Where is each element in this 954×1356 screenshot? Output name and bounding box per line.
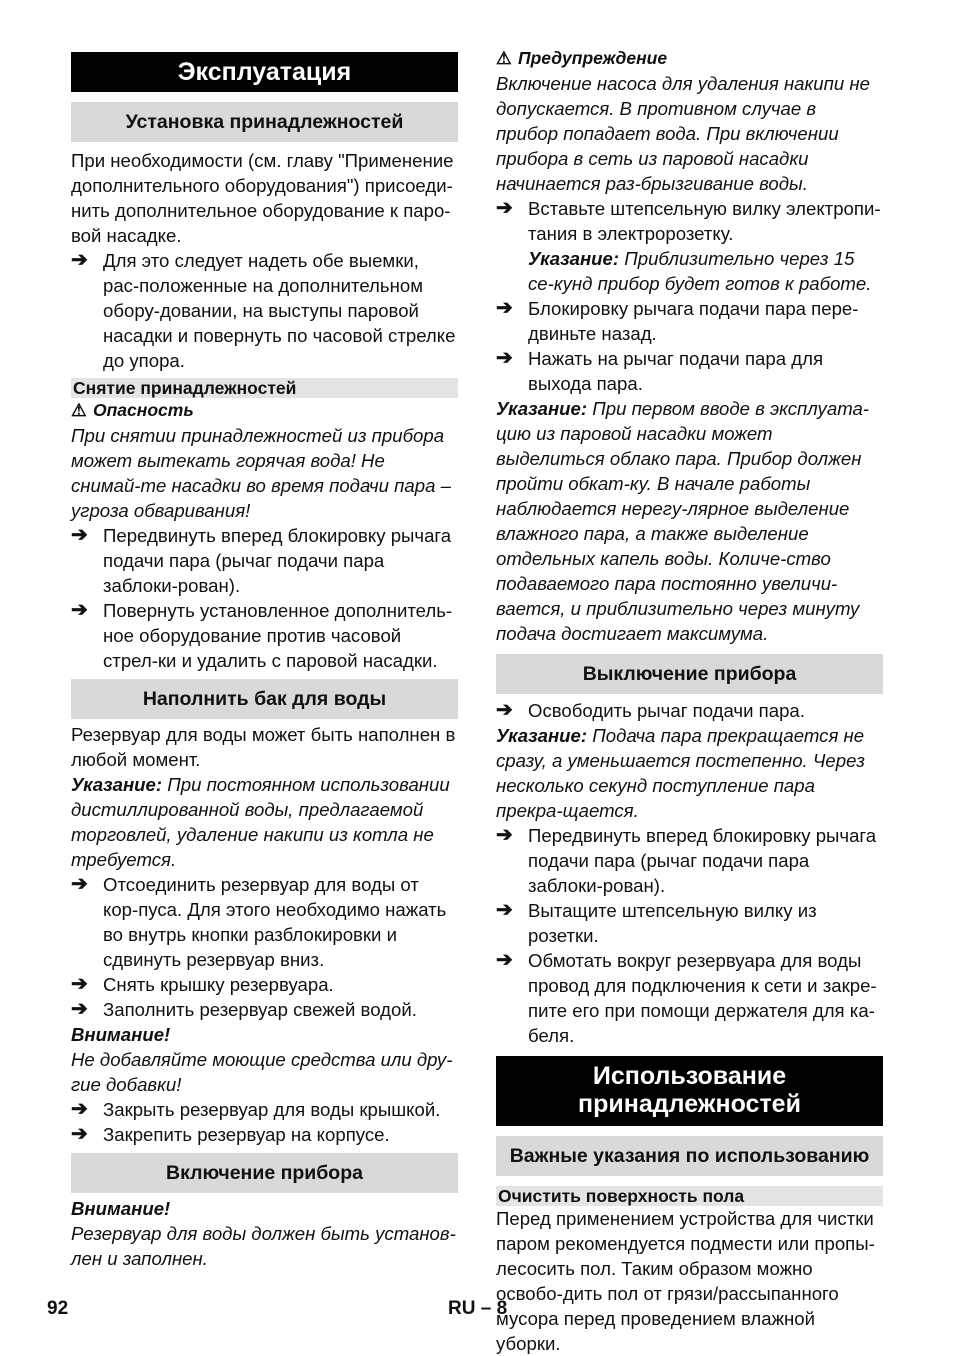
arrow-icon: ➔: [71, 524, 88, 546]
section-title-line: Использование: [592, 1062, 787, 1090]
danger-text: При снятии принадлежностей из прибора может вытекать горячая вода! Не снимай-те насадки во время подачи пара – угроза обваривания!: [71, 425, 451, 521]
left-column: [71, 52, 458, 1271]
warning-text: Включение насоса для удаления накипи не допускается. В противном случае в прибор попадает вода. При включении прибора в сеть из паровой насадки начинается раз-брызгивание воды.: [496, 73, 870, 194]
note-text: Подача пара прекращается не сразу, а уменьшается постепенно. Через несколько секунд поступление пара прекра-щается.: [496, 725, 865, 821]
list-item: [71, 523, 458, 598]
danger-title: [71, 398, 458, 423]
attention-text: Не добавляйте моющие средства или дру-гие добавки!: [71, 1049, 453, 1095]
paragraph: Резервуар для воды может быть наполнен в любой момент.: [71, 724, 456, 770]
section-title-operation: Эксплуатация: [71, 52, 458, 92]
danger-title-text: Опасность: [93, 400, 194, 420]
arrow-icon: ➔: [71, 998, 88, 1020]
page-number: 92: [47, 1298, 69, 1319]
list-item: [496, 898, 883, 948]
warning-title-text: Предупреждение: [518, 48, 668, 68]
arrow-icon: ➔: [71, 873, 88, 895]
warning-icon: ⚠: [496, 48, 512, 68]
arrow-icon: ➔: [496, 949, 513, 971]
arrow-icon: ➔: [496, 197, 513, 219]
section-title-using-accessories: [496, 1056, 883, 1126]
list-item-text: Освободить рычаг подачи пара.: [528, 700, 805, 721]
list-item: [496, 948, 883, 1048]
section-title-line: принадлежностей: [578, 1090, 801, 1118]
list-item-text: Нажать на рычаг подачи пара для выхода пара.: [528, 348, 824, 394]
heading-fill-tank: Наполнить бак для воды: [71, 679, 458, 719]
heading-important-notes: Важные указания по использованию: [496, 1136, 883, 1176]
note-label: Указание:: [496, 725, 588, 746]
note-label: Указание:: [528, 248, 620, 269]
list-item-text: Вставьте штепсельную вилку электропи-тания в электророзетку.: [528, 198, 881, 244]
list-item-text: Повернуть установленное дополнитель-ное оборудование против часовой стрел-ки и удалить с паровой насадки.: [103, 600, 453, 671]
arrow-icon: ➔: [71, 1123, 88, 1145]
note: [71, 772, 458, 872]
arrow-icon: ➔: [496, 347, 513, 369]
inline-note: [528, 248, 871, 294]
arrow-icon: ➔: [71, 249, 88, 271]
list-item: [71, 248, 458, 373]
arrow-icon: ➔: [496, 699, 513, 721]
list-item: [71, 997, 458, 1022]
list-item-text: Обмотать вокруг резервуара для воды провод для подключения к сети и закре-пите его при помощи держателя для ка-беля.: [528, 950, 877, 1046]
subheading-remove-accessories: Снятие принадлежностей: [71, 378, 458, 398]
arrow-icon: ➔: [71, 599, 88, 621]
list-item: [496, 698, 883, 723]
list-item-text: Отсоединить резервуар для воды от кор-пуса. Для этого необходимо нажать во внутрь кнопки разблокировки и сдвинуть резервуар вниз.: [103, 874, 447, 970]
list-item: [496, 346, 883, 396]
footer-label: RU – 8: [448, 1298, 508, 1319]
heading-install-accessories: Установка принадлежностей: [71, 102, 458, 142]
paragraph: При необходимости (см. главу "Применение дополнительного оборудования") присоеди-нить дополнительное оборудование к паро-вой насадке.: [71, 150, 454, 246]
list-item-text: Заполнить резервуар свежей водой.: [103, 999, 417, 1020]
heading-switch-off: Выключение прибора: [496, 654, 883, 694]
warning-icon: ⚠: [71, 400, 87, 420]
attention-text: Резервуар для воды должен быть установ-лен и заполнен.: [71, 1223, 456, 1269]
attention-label: Внимание!: [71, 1024, 171, 1045]
list-item: [496, 296, 883, 346]
arrow-icon: ➔: [71, 1098, 88, 1120]
list-item-text: Закрепить резервуар на корпусе.: [103, 1124, 390, 1145]
list-item: [71, 1097, 458, 1122]
right-column: [496, 46, 883, 1356]
list-item: [496, 196, 883, 296]
list-item: [496, 823, 883, 898]
arrow-icon: ➔: [496, 899, 513, 921]
arrow-icon: ➔: [71, 973, 88, 995]
list-item-text: Передвинуть вперед блокировку рычага подачи пара (рычаг подачи пара заблоки-рован).: [528, 825, 877, 896]
list-item-text: Закрыть резервуар для воды крышкой.: [103, 1099, 441, 1120]
attention-label: Внимание!: [71, 1198, 171, 1219]
note-text: Приблизительно через 15 се-кунд прибор будет готов к работе.: [528, 248, 872, 294]
list-item-text: Передвинуть вперед блокировку рычага подачи пара (рычаг подачи пара заблоки-рован).: [103, 525, 452, 596]
note-label: Указание:: [496, 398, 588, 419]
list-item-text: Вытащите штепсельную вилку из розетки.: [528, 900, 817, 946]
note: [496, 396, 883, 646]
warning-title: [496, 46, 883, 71]
list-item-text: Блокировку рычага подачи пара пере-двиньте назад.: [528, 298, 859, 344]
list-item: [71, 598, 458, 673]
arrow-icon: ➔: [496, 824, 513, 846]
note-text: При постоянном использовании дистиллированной воды, предлагаемой торговлей, удаление накипи из котла не требуется.: [71, 774, 450, 870]
note-label: Указание:: [71, 774, 163, 795]
arrow-icon: ➔: [496, 297, 513, 319]
list-item: [71, 972, 458, 997]
paragraph: Перед применением устройства для чистки паром рекомендуется подмести или пропы-лесосить пол. Таким образом можно освобо-дить пол от грязи/рассыпанного мусора перед проведением влажной уборки.: [496, 1208, 875, 1354]
heading-switch-on: Включение прибора: [71, 1153, 458, 1193]
list-item-text: Снять крышку резервуара.: [103, 974, 334, 995]
list-item: [71, 1122, 458, 1147]
list-item: [71, 872, 458, 972]
list-item-text: Для это следует надеть обе выемки, рас-положенные на дополнительном обору-довании, на выступы паровой насадки и повернуть по часовой стрелке до упора.: [103, 250, 456, 371]
subheading-clean-floor: Очистить поверхность пола: [496, 1186, 883, 1206]
note: [496, 723, 883, 823]
note-text: При первом вводе в эксплуата-цию из паровой насадки может выделиться облако пара. Прибор должен пройти обкат-ку. В начале работы наблюдается нерегу-лярное выделение влажного пара, а также выделение отдельных капель воды. Количе-ство подаваемого пара постоянно увеличи-вается, и приблизительно через минуту подача достигает максимума.: [496, 398, 870, 644]
